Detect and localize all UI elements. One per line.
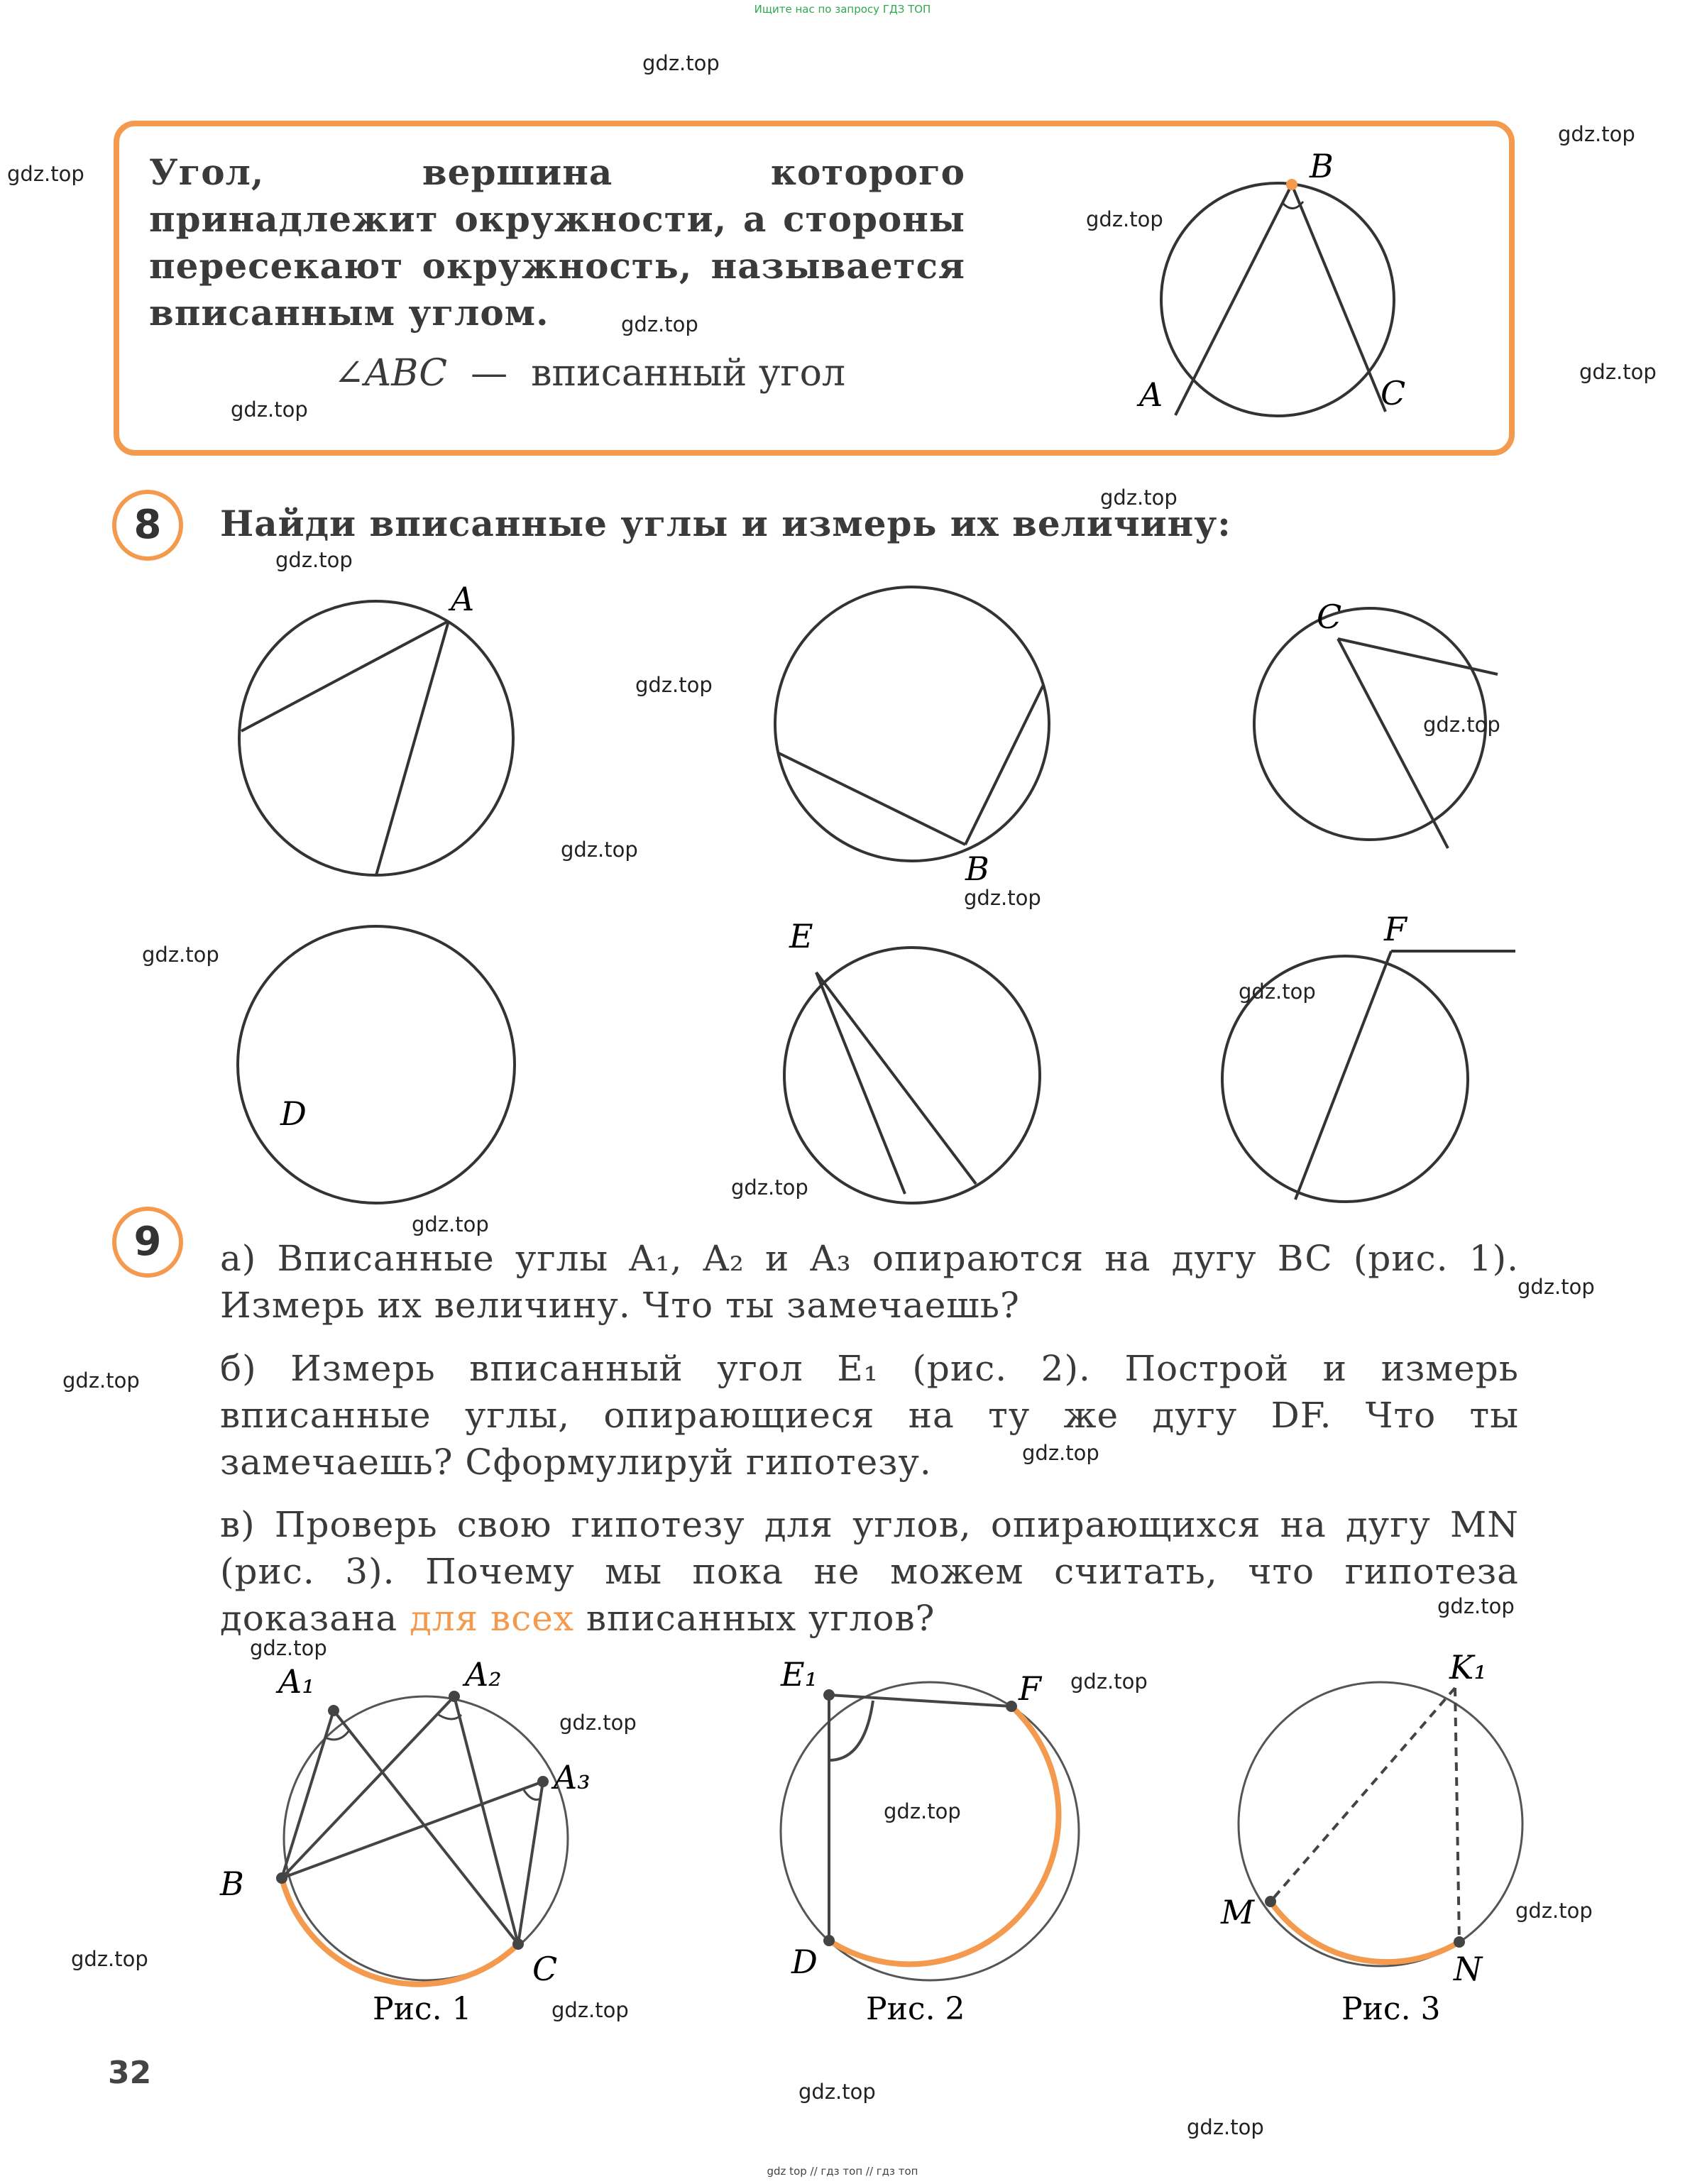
note-angle: ∠ABC xyxy=(334,352,448,395)
watermark: gdz.top xyxy=(1558,122,1635,146)
label-b: B xyxy=(965,850,989,888)
task8-figure-3 xyxy=(1228,596,1526,894)
watermark: gdz.top xyxy=(231,397,308,422)
figure-1-caption: Рис. 1 xyxy=(373,1991,472,2023)
watermark: gdz.top xyxy=(642,51,720,75)
task-8-number: 8 xyxy=(112,490,183,561)
label-e1: E₁ xyxy=(781,1655,818,1694)
page-number: 32 xyxy=(108,2055,152,2091)
watermark: gdz.top xyxy=(559,1711,637,1735)
label-e: E xyxy=(789,917,813,955)
watermark: gdz.top xyxy=(1070,1669,1148,1694)
watermark: gdz.top xyxy=(275,548,353,572)
task8-figure-1 xyxy=(227,575,539,894)
label-d: D xyxy=(791,1943,818,1981)
figure-3-caption: Рис. 3 xyxy=(1341,1991,1441,2023)
label-d: D xyxy=(280,1094,307,1133)
label-a: A xyxy=(1139,375,1163,414)
watermark: gdz.top xyxy=(1579,360,1657,384)
task-8-text: Найди вписанные углы и измерь их величину: xyxy=(220,503,1231,544)
label-c: C xyxy=(1317,598,1342,636)
watermark: gdz.top xyxy=(1239,979,1316,1004)
figure-2 xyxy=(738,1647,1136,2023)
watermark: gdz.top xyxy=(561,838,638,862)
watermark: gdz.top xyxy=(1100,485,1178,510)
label-b: B xyxy=(220,1865,244,1903)
watermark: gdz.top xyxy=(71,1947,148,1971)
watermark: gdz.top xyxy=(1423,713,1500,737)
task-9c: в) Проверь свою гипотезу для углов, опирающихся на дугу MN (рис. 3). Почему мы пока не можем считать, что гипотеза доказана для всех вписанных углов? xyxy=(220,1504,1519,1639)
search-hint: Ищите нас по запросу ГДЗ ТОП xyxy=(754,3,931,16)
watermark: gdz.top xyxy=(635,673,713,697)
figure-1 xyxy=(199,1647,625,2023)
watermark: gdz.top xyxy=(1515,1899,1593,1923)
watermark: gdz.top xyxy=(1437,1594,1515,1618)
label-a1: A₁ xyxy=(278,1662,315,1701)
figure-2-caption: Рис. 2 xyxy=(866,1991,965,2023)
label-a2: A₂ xyxy=(465,1655,502,1694)
watermark: gdz.top xyxy=(798,2080,876,2104)
label-b: B xyxy=(1310,149,1334,185)
highlight-for-all: для всех xyxy=(410,1598,574,1639)
watermark: gdz.top xyxy=(964,886,1041,910)
figure-3 xyxy=(1192,1647,1561,2023)
footer-links: gdz top // гдз топ // гдз топ xyxy=(767,2165,918,2178)
task-9b: б) Измерь вписанный угол E₁ (рис. 2). Построй и измерь вписанные углы, опирающиеся на ту же дугу DF. Что ты замечаешь? Сформулируй гипотезу. xyxy=(220,1348,1519,1483)
watermark: gdz.top xyxy=(731,1175,808,1200)
task-9-number: 9 xyxy=(112,1207,183,1278)
label-f: F xyxy=(1019,1669,1041,1708)
task8-figure-4 xyxy=(227,916,539,1235)
watermark: gdz.top xyxy=(1517,1275,1595,1299)
watermark: gdz.top xyxy=(7,162,84,186)
watermark: gdz.top xyxy=(1022,1441,1099,1465)
definition-note: ∠ABC — вписанный угол xyxy=(334,352,846,395)
label-c: C xyxy=(532,1950,558,1988)
definition-term: вписанным углом. xyxy=(149,292,549,334)
task8-figure-2 xyxy=(759,582,1072,901)
label-a3: A₃ xyxy=(554,1758,591,1796)
definition-figure xyxy=(1136,149,1434,433)
watermark: gdz.top xyxy=(412,1212,489,1236)
watermark: gdz.top xyxy=(142,943,219,967)
definition-text: Угол, вершина которого принадлежит окружности, а стороны пересекают окружность, называется вписанным углом. xyxy=(149,151,965,334)
watermark: gdz.top xyxy=(621,312,698,336)
task-9a: а) Вписанные углы A₁, A₂ и A₃ опираются на дугу BC (рис. 1). Измерь их величину. Что ты замечаешь? xyxy=(220,1238,1519,1326)
label-c: C xyxy=(1381,374,1406,412)
watermark: gdz.top xyxy=(1086,207,1163,231)
task8-figure-6 xyxy=(1192,909,1526,1221)
label-a: A xyxy=(451,580,475,618)
watermark: gdz.top xyxy=(884,1799,961,1823)
label-m: M xyxy=(1221,1893,1255,1931)
label-k1: K₁ xyxy=(1449,1648,1487,1686)
watermark: gdz.top xyxy=(62,1368,140,1393)
watermark: gdz.top xyxy=(551,1998,629,2022)
watermark: gdz.top xyxy=(250,1636,327,1660)
watermark: gdz.top xyxy=(1187,2115,1264,2139)
label-f: F xyxy=(1384,910,1407,948)
label-n: N xyxy=(1454,1950,1483,1988)
